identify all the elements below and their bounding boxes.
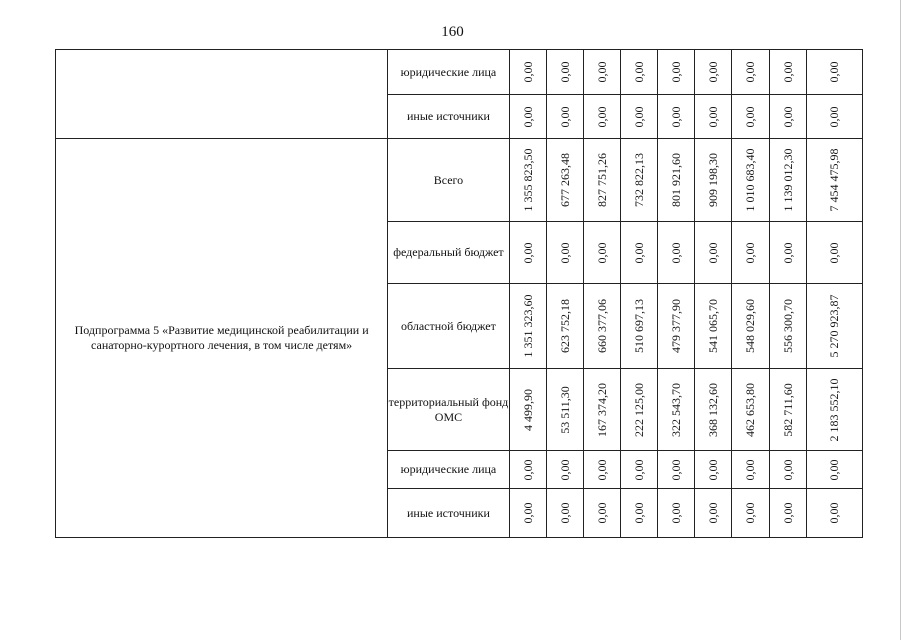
year-value-cell <box>732 451 769 489</box>
year-value-cell <box>658 139 695 222</box>
program-cell-empty <box>56 50 388 139</box>
year-value-cell <box>695 95 732 139</box>
value-text: 479 377,90 <box>669 299 684 353</box>
funding-table <box>55 49 863 538</box>
year-value-cell <box>695 139 732 222</box>
value-text: 462 653,80 <box>743 382 758 437</box>
value-text: 541 065,70 <box>706 299 721 353</box>
value-text: 0,00 <box>780 106 795 127</box>
year-value-cell <box>658 451 695 489</box>
value-text: 222 125,00 <box>632 382 647 437</box>
year-value-cell <box>769 95 806 139</box>
value-text: 167 374,20 <box>594 382 609 437</box>
year-value-cell <box>769 451 806 489</box>
year-value-cell <box>546 95 583 139</box>
year-value-cell <box>621 369 658 451</box>
year-value-cell <box>658 222 695 284</box>
year-value-cell <box>509 222 546 284</box>
value-text: 1 010 683,40 <box>743 148 758 212</box>
table-row <box>56 139 863 222</box>
value-text: 7 454 475,98 <box>827 148 842 212</box>
year-value-cell <box>769 284 806 369</box>
value-text: 0,00 <box>594 242 609 263</box>
value-text: 0,00 <box>706 459 721 480</box>
year-value-cell <box>509 50 546 95</box>
value-text: 0,00 <box>632 502 647 524</box>
total-value-cell <box>806 222 862 284</box>
year-value-cell <box>695 222 732 284</box>
year-value-cell <box>658 95 695 139</box>
value-text: 5 270 923,87 <box>827 294 842 358</box>
value-text: 0,00 <box>780 61 795 83</box>
year-value-cell <box>695 50 732 95</box>
funding-source-cell: иные источники <box>388 95 509 139</box>
value-text: 660 377,06 <box>594 299 609 353</box>
year-value-cell <box>546 222 583 284</box>
total-value-cell <box>806 95 862 139</box>
year-value-cell <box>509 139 546 222</box>
year-value-cell <box>732 284 769 369</box>
funding-source-cell: Всего <box>388 139 509 222</box>
year-value-cell <box>769 489 806 538</box>
value-text: 0,00 <box>706 502 721 524</box>
value-text: 322 543,70 <box>669 382 684 437</box>
value-text: 0,00 <box>669 459 684 480</box>
year-value-cell <box>509 284 546 369</box>
year-value-cell <box>621 139 658 222</box>
value-text: 0,00 <box>520 459 535 480</box>
year-value-cell <box>583 369 620 451</box>
funding-source-cell: территориальный фонд ОМС <box>388 369 509 451</box>
value-text: 548 029,60 <box>743 299 758 353</box>
year-value-cell <box>732 139 769 222</box>
value-text: 732 822,13 <box>632 153 647 207</box>
value-text: 0,00 <box>632 242 647 263</box>
funding-source-cell: юридические лица <box>388 451 509 489</box>
value-text: 0,00 <box>557 106 572 127</box>
value-text: 0,00 <box>827 61 842 83</box>
value-text: 53 511,30 <box>557 385 572 434</box>
value-text: 0,00 <box>632 106 647 127</box>
value-text: 0,00 <box>557 502 572 524</box>
value-text: 4 499,90 <box>520 388 535 431</box>
total-value-cell <box>806 50 862 95</box>
year-value-cell <box>546 451 583 489</box>
funding-source-cell: иные источники <box>388 489 509 538</box>
value-text: 0,00 <box>632 459 647 480</box>
value-text: 0,00 <box>706 106 721 127</box>
year-value-cell <box>769 139 806 222</box>
value-text: 1 351 323,60 <box>520 294 535 358</box>
value-text: 1 355 823,50 <box>520 148 535 212</box>
year-value-cell <box>695 284 732 369</box>
year-value-cell <box>695 451 732 489</box>
total-value-cell <box>806 284 862 369</box>
value-text: 0,00 <box>827 106 842 127</box>
value-text: 909 198,30 <box>706 153 721 207</box>
value-text: 0,00 <box>669 502 684 524</box>
value-text: 801 921,60 <box>669 153 684 207</box>
year-value-cell <box>583 50 620 95</box>
year-value-cell <box>546 139 583 222</box>
year-value-cell <box>658 284 695 369</box>
year-value-cell <box>621 489 658 538</box>
year-value-cell <box>509 95 546 139</box>
value-text: 1 139 012,30 <box>780 148 795 212</box>
year-value-cell <box>583 489 620 538</box>
year-value-cell <box>621 222 658 284</box>
value-text: 0,00 <box>594 459 609 480</box>
year-value-cell <box>509 489 546 538</box>
value-text: 0,00 <box>743 61 758 83</box>
total-value-cell <box>806 451 862 489</box>
year-value-cell <box>732 369 769 451</box>
value-text: 0,00 <box>827 242 842 263</box>
value-text: 0,00 <box>706 242 721 263</box>
year-value-cell <box>621 284 658 369</box>
value-text: 368 132,60 <box>706 382 721 437</box>
value-text: 623 752,18 <box>557 299 572 353</box>
year-value-cell <box>583 95 620 139</box>
value-text: 0,00 <box>557 459 572 480</box>
page-edge <box>900 0 901 640</box>
year-value-cell <box>769 222 806 284</box>
value-text: 0,00 <box>743 502 758 524</box>
year-value-cell <box>621 451 658 489</box>
table-row <box>56 50 863 95</box>
year-value-cell <box>583 451 620 489</box>
value-text: 0,00 <box>520 61 535 83</box>
value-text: 0,00 <box>827 502 842 524</box>
year-value-cell <box>546 284 583 369</box>
value-text: 0,00 <box>827 459 842 480</box>
year-value-cell <box>658 369 695 451</box>
year-value-cell <box>695 369 732 451</box>
value-text: 582 711,60 <box>780 382 795 437</box>
year-value-cell <box>658 489 695 538</box>
value-text: 0,00 <box>520 242 535 263</box>
subprogram-title: Подпрограмма 5 «Развитие медицинской реабилитации и санаторно-курортного лечения, в том числе детям» <box>56 139 388 538</box>
value-text: 2 183 552,10 <box>827 378 842 441</box>
year-value-cell <box>583 284 620 369</box>
value-text: 0,00 <box>669 106 684 127</box>
page-number: 160 <box>441 24 464 40</box>
value-text: 0,00 <box>780 459 795 480</box>
year-value-cell <box>769 369 806 451</box>
value-text: 0,00 <box>594 61 609 83</box>
year-value-cell <box>658 50 695 95</box>
value-text: 0,00 <box>520 106 535 127</box>
value-text: 827 751,26 <box>594 153 609 207</box>
value-text: 0,00 <box>669 61 684 83</box>
value-text: 0,00 <box>743 459 758 480</box>
total-value-cell <box>806 369 862 451</box>
funding-source-cell: юридические лица <box>388 50 509 95</box>
value-text: 510 697,13 <box>632 299 647 353</box>
value-text: 0,00 <box>780 242 795 263</box>
year-value-cell <box>546 489 583 538</box>
year-value-cell <box>769 50 806 95</box>
year-value-cell <box>732 95 769 139</box>
value-text: 0,00 <box>594 502 609 524</box>
year-value-cell <box>509 451 546 489</box>
value-text: 0,00 <box>706 61 721 83</box>
year-value-cell <box>621 95 658 139</box>
value-text: 677 263,48 <box>557 153 572 207</box>
total-value-cell <box>806 489 862 538</box>
year-value-cell <box>695 489 732 538</box>
year-value-cell <box>732 222 769 284</box>
year-value-cell <box>546 50 583 95</box>
year-value-cell <box>583 222 620 284</box>
value-text: 0,00 <box>594 106 609 127</box>
year-value-cell <box>546 369 583 451</box>
year-value-cell <box>732 489 769 538</box>
value-text: 556 300,70 <box>780 299 795 353</box>
value-text: 0,00 <box>632 61 647 83</box>
funding-source-cell: областной бюджет <box>388 284 509 369</box>
value-text: 0,00 <box>743 242 758 263</box>
year-value-cell <box>583 139 620 222</box>
year-value-cell <box>732 50 769 95</box>
value-text: 0,00 <box>557 61 572 83</box>
value-text: 0,00 <box>743 106 758 127</box>
year-value-cell <box>509 369 546 451</box>
funding-source-cell: федеральный бюджет <box>388 222 509 284</box>
total-value-cell <box>806 139 862 222</box>
value-text: 0,00 <box>669 242 684 263</box>
value-text: 0,00 <box>557 242 572 263</box>
year-value-cell <box>621 50 658 95</box>
value-text: 0,00 <box>780 502 795 524</box>
value-text: 0,00 <box>520 502 535 524</box>
